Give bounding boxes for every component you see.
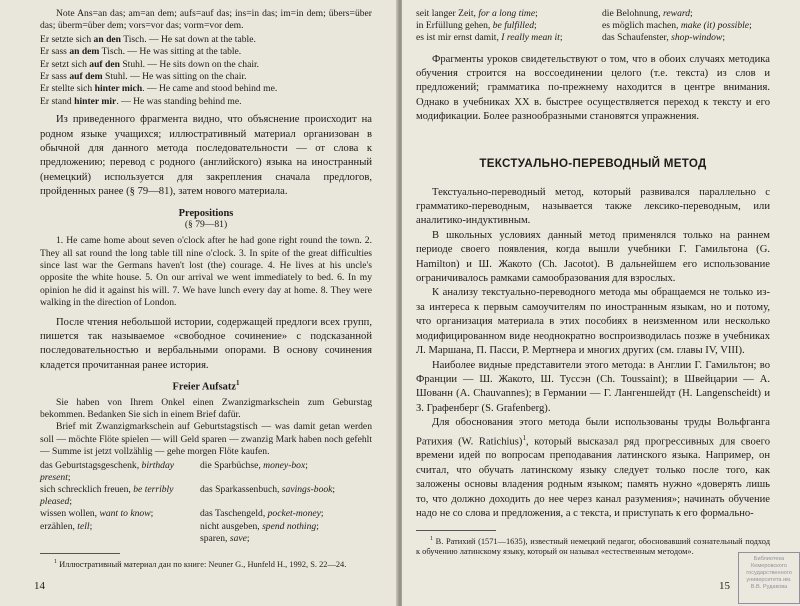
vocab-german: erzählen,	[40, 520, 78, 532]
example-sentence	[40, 71, 372, 83]
vocabulary-list-left	[40, 460, 372, 545]
right-footnote-mark: 1	[430, 535, 433, 542]
example-rest: Tisch. — He sat down at the table.	[121, 33, 256, 45]
vocab-german: in Erfüllung gehen,	[416, 20, 493, 32]
example-preposition: hinter mich	[94, 83, 143, 95]
vocab-german: sich schrecklich freuen,	[40, 484, 134, 496]
vocab-english: for a long time	[478, 8, 536, 19]
vocab-english: spend nothing	[262, 520, 317, 532]
vocab-german: das Geburtstagsgeschenk,	[40, 459, 142, 471]
example-sentence	[40, 96, 372, 108]
right-paragraph-6-end: , который высказал ряд прогрессивных для своего времени идей по вопросам преподавания латинского языка. Например, он считал, что обучать латинскому языку следует только после того, как заложены основы владения родным языком; память нужно «доверять лишь то, что должно доходить до нее через канал разумения»; начинать обучение надо не со слова и предложения, а с текста, и приступать к его формально-	[416, 436, 770, 520]
vocab-english: pocket-money	[267, 508, 321, 520]
right-footnote	[416, 534, 770, 558]
vocab-english: tell	[77, 520, 90, 532]
section-heading: ТЕКСТУАЛЬНО-ПЕРЕВОДНЫЙ МЕТОД	[479, 156, 707, 170]
example-rest: Stuhl. — He was sitting on the chair.	[102, 71, 247, 83]
left-page-column	[40, 0, 372, 570]
vocab-german: es möglich machen,	[602, 20, 681, 32]
left-paragraph-2: После чтения небольшой истории, содержащей предлоги всех групп, пишется так называемое «свободное сочинение» с подсказанной последовательностью и вербальными опорами. В основу сочинения кладется прочитанная ранее история.	[40, 316, 372, 371]
aufsatz-footnote-mark: 1	[235, 379, 240, 388]
footnote-rule	[40, 553, 120, 554]
vocab-entry: seit langer Zeit, for a long time;	[416, 8, 538, 19]
example-preposition: hinter mir	[74, 95, 117, 107]
vocab-entry	[40, 533, 192, 545]
vocab-entry: wissen wollen, want to know;	[40, 508, 154, 520]
left-paragraph-1: Из приведенного фрагмента видно, что объяснение происходит на родном языке учащихся; иллюстративный материал организован в обычной для данного метода последовательности — от слова к предложению; перевод с родного (английского) языка на иностранный (немецкий) используется для закрепления сначала предлогов, пройденных ранее (§ 79—81), затем нового материала.	[40, 114, 372, 198]
example-preposition: auf dem	[69, 71, 103, 83]
abbreviation-note: Note Ans=an das; am=an dem; aufs=auf das; ins=in das; im=in dem; übers=über das; überm=über dem; vors=vor das; vorm=vor dem.	[40, 8, 372, 32]
vocab-english: I really mean it	[501, 32, 560, 44]
left-footnote	[40, 557, 372, 570]
left-footnote-mark: 1	[54, 559, 57, 566]
right-paragraph-6-start: Для обоснования этого метода были использованы труды Вольфганга Ратихия (W. Ratichius)	[416, 417, 770, 448]
right-page-column	[416, 0, 770, 557]
example-lead: Er setzt sich	[40, 58, 90, 70]
vocab-english: make (it) possible	[680, 20, 750, 32]
example-rest: . — He came and stood behind me.	[142, 83, 278, 95]
right-paragraph-2: Текстуально-переводный метод, который развивался параллельно с грамматико-переводным, называется также лексико-переводным, или аналитико-индуктивным.	[416, 186, 770, 227]
right-footnote-text: В. Ратихий (1571—1635), известный немецкий педагог, обосновавший сознательный подход к обучению латинскому языку, который он называл «естественным методом».	[416, 536, 770, 557]
vocab-german: es ist mir ernst damit,	[416, 32, 502, 44]
vocab-german: das Sparkassenbuch,	[200, 484, 282, 496]
vocab-entry: sich schrecklich freuen, be terribly pleased;	[40, 484, 174, 508]
right-page	[402, 0, 800, 606]
vocab-german: die Sparbüchse,	[200, 459, 264, 471]
vocab-german: sparen,	[200, 532, 230, 544]
vocab-english: save	[229, 532, 247, 544]
vocab-english: shop-window	[671, 32, 723, 44]
vocab-german: wissen wollen,	[40, 508, 100, 520]
example-sentence	[40, 83, 372, 95]
vocab-german: die Belohnung,	[602, 8, 664, 19]
right-paragraph-5: Наиболее видные представители этого метода: в Англии Г. Гамильтон; во Франции — Ш. Жакото, Ш. Туссэн (Ch. Toussaint); в Швейцарии — А. Шованн (A. Chauvannes); в Германии — Г. Лангеншейдт (H. Langenscheidt) и З. Графенберг (S. Grafenberg).	[416, 359, 770, 414]
example-preposition: an den	[93, 33, 122, 45]
prepositions-reference: (§ 79—81)	[184, 218, 228, 230]
vocab-entry: das Schaufenster, shop-window;	[602, 32, 726, 44]
right-paragraph-4: К анализу текстуально-переводного метода мы обращаемся не только из-за интереса к первым самоучителям по иностранным языкам, но и потому, что организация материала в этих пособиях в неизменном или несколько модифицированном виде неоднократно воспроизводилась позже в учебниках Л. Маршана, П. Пасси, Р. Мертнера и многих других (см. главы IV, VIII).	[416, 287, 770, 357]
example-lead: Er setzte sich	[40, 33, 94, 45]
example-lead: Er stellte sich	[40, 83, 95, 95]
right-paragraph-3: В школьных условиях данный метод применялся только на раннем периоде своего появления, когда вышли учебники Г. Гамильтона (G. Hamilton) и Ш. Жакото (Ch. Jacotot). В дальнейшем его использование ограничивалось рамками самообразования для взрослых.	[416, 229, 770, 285]
example-sentence	[40, 59, 372, 71]
left-page-number: 14	[34, 580, 45, 592]
vocab-english: savings-book	[281, 484, 333, 496]
vocab-entry: die Belohnung, reward;	[602, 8, 693, 19]
example-lead: Er sass	[40, 71, 70, 83]
example-sentences	[40, 34, 372, 108]
vocab-english: birthday present	[40, 459, 175, 483]
german-outline: Brief mit Zwanzigmarkschein auf Geburtstagstisch — was damit getan werden soll — möchte Flöte spielen — will Geld sparen — zwanzig Mark haben noch gefehlt — Summe ist jetzt vollzählig — gehe morgen Flöte kaufen.	[40, 421, 372, 458]
vocab-entry: es ist mir ernst damit, I really mean it;	[416, 32, 563, 44]
vocab-entry: es möglich machen, make (it) possible;	[602, 20, 752, 32]
example-preposition: an dem	[69, 46, 100, 58]
vocab-english: reward	[663, 8, 691, 19]
vocab-german: das Schaufenster,	[602, 32, 672, 44]
right-paragraph-6	[416, 416, 770, 521]
aufsatz-title	[40, 379, 372, 392]
vocab-entry: die Sparbüchse, money-box;	[200, 459, 308, 471]
left-footnote-text: Иллюстративный материал дан по книге: Neuner G., Hunfeld H., 1992, S. 22—24.	[59, 559, 347, 569]
example-rest: Stuhl. — He sits down on the chair.	[119, 58, 260, 70]
example-rest: Tisch. — He was sitting at the table.	[99, 46, 242, 58]
vocab-entry: das Taschengeld, pocket-money;	[200, 508, 324, 520]
example-lead: Er sass	[40, 46, 70, 58]
prepositions-title: Prepositions	[178, 207, 234, 219]
vocab-entry: sparen, save;	[200, 532, 250, 544]
vocab-german: nicht ausgeben,	[200, 520, 263, 532]
left-page	[0, 0, 398, 606]
vocab-english: want to know	[99, 508, 151, 520]
vocab-entry: das Sparkassenbuch, savings-book;	[200, 484, 336, 496]
vocab-entry: erzählen, tell;	[40, 520, 93, 532]
right-paragraph-1: Фрагменты уроков свидетельствуют о том, что в обоих случаях методика обучения строится на воссоединении целого (т.е. текста) из слов и предложений; грамматика по-прежнему находится в центре внимания. Однако в учебниках XX в. быстрее осуществляется переход к тексту и его модификации. Более разнообразными становятся упражнения.	[416, 53, 770, 123]
vocab-english: money-box	[263, 459, 306, 471]
german-task: Sie haben von Ihrem Onkel einen Zwanzigmarkschein zum Geburstag bekommen. Bedanken Sie sich in einem Brief dafür.	[40, 396, 372, 421]
right-footnote-rule	[416, 530, 496, 531]
example-lead: Er stand	[40, 95, 75, 107]
vocabulary-list-right	[416, 8, 770, 45]
example-rest: . — He was standing behind me.	[116, 95, 242, 107]
vocab-entry: nicht ausgeben, spend nothing;	[200, 520, 319, 532]
vocab-english: be fulfilled	[492, 20, 535, 32]
vocab-english: be terribly pleased	[40, 484, 174, 508]
exercise-text: 1. He came home about seven o'clock after he had gone right round the town. 2. They all sat round the long table till nine o'clock. 3. In spite of the great difficulties since last war the Germans haven't lost (the) courage. 4. He lives at his uncle's opposite the white house. 5. On our arrival we went immediately to bed. 6. In my opinion he did it against his will. 7. We have lunch every day at home. 8. They were walking in the direction of London.	[40, 235, 372, 309]
vocab-german: seit langer Zeit,	[416, 8, 479, 19]
right-page-number: 15	[719, 580, 730, 592]
vocab-entry: das Geburtstagsgeschenk, birthday present;	[40, 459, 175, 483]
example-sentence	[40, 34, 372, 46]
vocab-entry: in Erfüllung gehen, be fulfilled;	[416, 20, 537, 32]
example-preposition: auf den	[89, 58, 120, 70]
library-stamp: Библиотека Кемеровского государственного университета им. В.В. Рудакова	[738, 552, 800, 604]
ratichius-footnote-mark: 1	[522, 433, 526, 442]
example-sentence	[40, 46, 372, 58]
aufsatz-title-text: Freier Aufsatz	[172, 381, 236, 393]
vocab-german: das Taschengeld,	[200, 508, 268, 520]
